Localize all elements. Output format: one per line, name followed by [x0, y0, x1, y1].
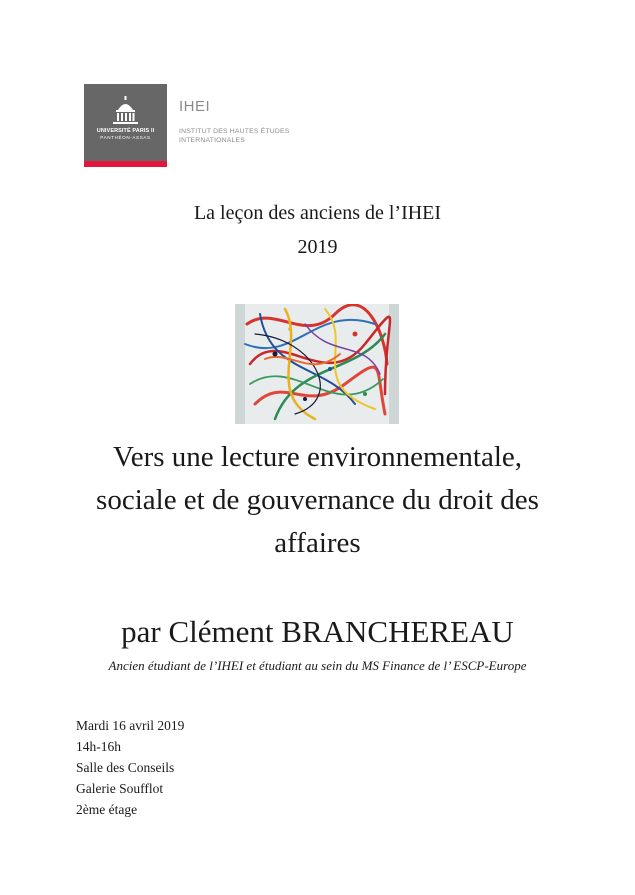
speaker-name: par Clément BRANCHEREAU: [121, 614, 514, 649]
speaker-affiliation: Ancien étudiant de l’IHEI et étudiant au sein du MS Finance de l’ ESCP-Europe: [108, 658, 527, 673]
abstract-painting-image: [235, 304, 399, 424]
event-room: Salle des Conseils: [76, 760, 175, 775]
series-title: La leçon des anciens de l’IHEI: [193, 202, 442, 224]
university-subname: PANTHÉON-ASSAS: [100, 135, 151, 140]
pantheon-dome-icon: [110, 96, 141, 126]
event-details: [76, 715, 184, 820]
institute-name-line-2: INTERNATIONALES: [179, 137, 245, 144]
series-year: 2019: [297, 236, 338, 258]
institute-abbreviation: IHEI: [179, 98, 211, 115]
lecture-title-line: sociale et de gouvernance du droit des: [96, 484, 539, 516]
institute-name-line-1: INSTITUT DES HAUTES ÉTUDES: [179, 128, 290, 135]
event-time: 14h-16h: [76, 739, 121, 754]
event-gallery: Galerie Soufflot: [76, 781, 164, 796]
university-logo: [84, 84, 167, 167]
institute-full-name: [179, 127, 289, 145]
event-floor: 2ème étage: [76, 802, 138, 817]
event-date: Mardi 16 avril 2019: [76, 718, 185, 733]
university-name: UNIVERSITÉ PARIS II: [96, 128, 155, 134]
lecture-title: [0, 436, 635, 565]
lecture-title-line: Vers une lecture environnementale,: [112, 441, 523, 473]
logo-accent-bar: [84, 161, 167, 167]
lecture-title-line: affaires: [274, 527, 361, 559]
